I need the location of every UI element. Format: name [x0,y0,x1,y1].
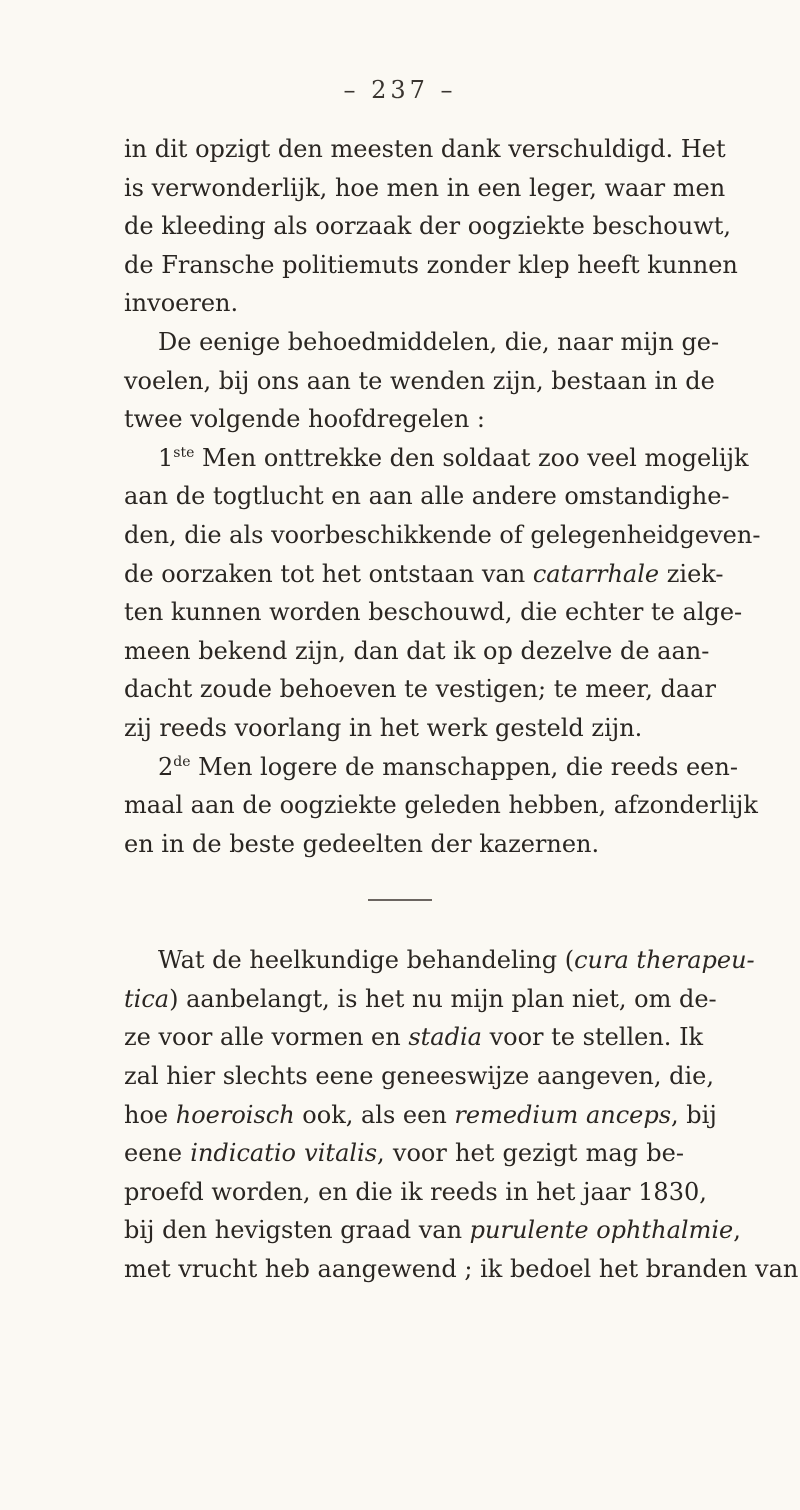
text-line: proefd worden, en die ik reeds in het jaar 1830, [124,1177,707,1206]
text-line [124,1018,704,1057]
italic-term: cura therapeu- [574,946,755,975]
text-span: hoe [124,1100,176,1129]
text-line: de Fransche politiemuts zonder klep heeft kunnen [124,250,738,279]
rule-ordinal-suffix: ste [173,444,195,461]
text-span: ze voor alle vormen en [124,1023,409,1052]
text-line [124,555,724,594]
page-number: – 237 – [343,76,457,104]
text-line: twee volgende hoofdregelen : [124,405,486,434]
text-line: zij reeds voorlang in het werk gesteld zijn. [124,713,643,742]
text-span: eene [124,1139,191,1168]
rule-2-first-line [124,748,738,787]
rule-number: 1 [158,443,174,472]
text-line [124,980,717,1019]
rule-1-first-line [124,439,749,478]
page-text [124,130,799,1289]
text-line: met vrucht heb aangewend ; ik bedoel het branden van [124,1255,799,1284]
separator-rule [368,899,432,901]
text-line [124,1211,741,1250]
text-line: De eenige behoedmiddelen, die, naar mijn ge- [158,327,720,356]
italic-term: indicatio vitalis [190,1139,378,1168]
text-line: de kleeding als oorzaak der oogziekte beschouwt, [124,212,732,241]
italic-term: stadia [408,1023,482,1052]
text-line: aan de togtlucht en aan alle andere omstandighe- [124,482,730,511]
rule-ordinal-suffix: de [173,753,191,770]
text-span: , bij [671,1100,717,1129]
text-line: in dit opzigt den meesten dank verschuldigd. Het [124,135,726,163]
text-span: bij den hevigsten graad van [124,1216,470,1245]
text-span: Men onttrekke den soldaat zoo veel mogelijk [202,443,749,472]
italic-term: hoeroisch [175,1100,295,1129]
text-line: en in de beste gedeelten der kazernen. [124,829,600,858]
text-span: Wat de heelkundige behandeling ( [158,946,575,975]
text-line: maal aan de oogziekte geleden hebben, afzonderlijk [124,791,758,820]
text-span: Men logere de manschappen, die reeds een- [198,752,738,781]
text-line [124,1096,717,1135]
text-line [124,941,755,980]
text-line [124,1134,684,1173]
text-span: de oorzaken tot het ontstaan van [124,559,533,588]
italic-term: purulente ophthalmie [469,1216,734,1245]
text-span: ook, als een [294,1100,455,1129]
text-span: ) aanbelangt, is het nu mijn plan niet, om de- [169,984,717,1013]
italic-term: tica [124,984,170,1013]
rule-number: 2 [158,752,174,781]
section-separator [124,863,684,941]
text-line: den, die als voorbeschikkende of gelegenheidgeven- [124,520,761,549]
text-line: dacht zoude behoeven te vestigen; te meer, daar [124,675,716,704]
text-line: zal hier slechts eene geneeswijze aangeven, die, [124,1062,714,1091]
italic-term: catarrhale [532,559,660,588]
text-line: voelen, bij ons aan te wenden zijn, bestaan in de [124,366,715,395]
italic-term: remedium anceps [454,1100,672,1129]
text-line: invoeren. [124,289,239,318]
text-span: voor te stellen. Ik [481,1023,704,1052]
text-line: ten kunnen worden beschouwd, die echter te alge- [124,598,743,627]
text-line: is verwonderlijk, hoe men in een leger, waar men [124,173,726,202]
text-line: meen bekend zijn, dan dat ik op dezelve de aan- [124,636,710,665]
text-span: ziek- [659,559,724,588]
text-span: , voor het gezigt mag be- [377,1139,684,1168]
text-span: , [733,1216,741,1245]
